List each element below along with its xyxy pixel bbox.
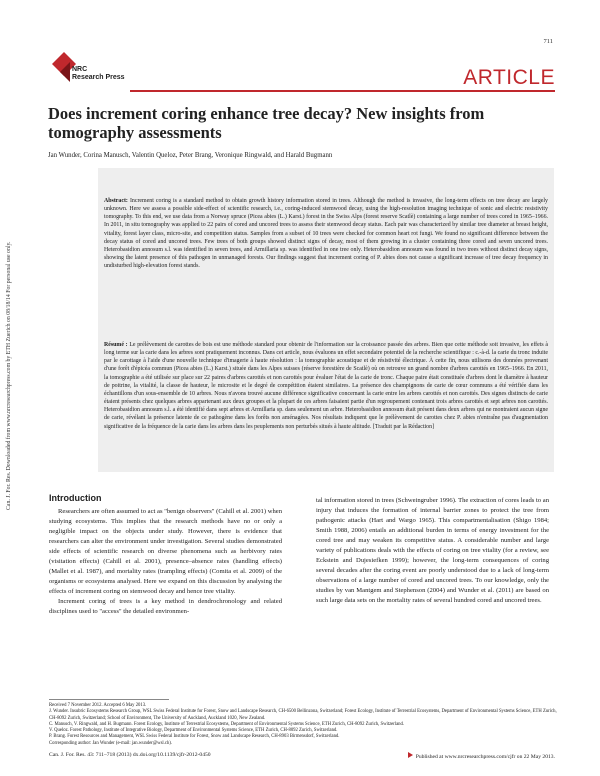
citation-text: Can. J. For. Res. 43: 711–718 (2013) dx.doi.org/10.1139/cjfr-2012-0450 (49, 752, 211, 758)
article-type-label: ARTICLE (463, 66, 555, 89)
footnotes (49, 703, 559, 747)
download-sidebar (6, 180, 28, 510)
body-paragraph: Researchers are often assumed to act as "benign observers" (Cahill et al. 2001) when studying ecosystems. This implies that the research methods have no or only a negligible impact on the objects under study. However, there is evidence that researchers can alter the environment under investigation. Several studies demonstrated side effects of scientific research on diverse phenomena such as herbivory rates (visitation effects) (Cahill et al. 2001), presence–absence rates (handling effects) (Mallet et al. 1987), and mortality rates (trampling effects) (Comita et al. 2009) of the organisms or ecosystems analysed. Here we expand on this discussion by analysing the effects of increment coring on stemwood decay and hence tree vitality. (49, 508, 282, 595)
logo-line-2: Research Press (72, 73, 125, 81)
affiliation-note: V. Queloz. Forest Pathology, Institute of Integrative Biology, Department of Environmental Systems Science, ETH Zurich, CH-8092 Zurich, Switzerland. (49, 728, 338, 734)
section-heading-introduction: Introduction (49, 493, 102, 503)
abstract-label: Abstract: (104, 198, 128, 204)
logo-line-1: NRC (72, 66, 88, 73)
abstract-text: Increment coring is a standard method to obtain growth history information stored in trees. Although the method is invasive, the long-term effects on tree decay are largely unknown. Here we assess a possible side-effect of scientific research, i.e., coring-induced stemwood decay, using the high-resolution imaging technique of sonic and electric resistivity tomography. To this end, we use data from a Norway spruce (Picea abies (L.) Karst.) forest in the Swiss Alps (forest reserve Scatlè) containing a large number of trees cored in 1965–1966. In 2011, in situ tomography was applied to 22 pairs of cored and uncored trees to assess their stemwood decay status. Each pair was characterized by similar tree diameter at breast height, vitality, forest layer class, micro-site, and competition status. Samples from a subset of 10 trees were checked for common heart rot fungi. We found no significant difference between the decay status of cored and uncored trees. Few trees of both groups showed distinct signs of decay, most of them growing in a cluster containing three cored and seven uncored trees. Heterobasidion annosum s.l. was identified in seven trees, and Armillaria sp. was identified in one tree only. Heterobasidion annosum was found in two trees without distinct decay signs, showing the latent presence of this pathogen in unmanaged forests. Our findings suggest that increment coring of P. abies does not cause a significant increase of tree decay frequency in undisturbed high-elevation forest stands. (104, 198, 548, 270)
resume (104, 341, 548, 431)
journal-citation (49, 752, 211, 758)
corresponding-author: Corresponding author: Jan Wunder (e-mail: jan.wunder@wsl.ch). (49, 740, 173, 746)
abstract-box (98, 168, 554, 472)
abstract (104, 197, 548, 270)
affiliation-note: C. Manusch, V. Ringwald, and H. Bugmann. Forest Ecology, Institute of Terrestrial Ecosystems, Department of Environmental Systems Science, ETH Zurich, CH-8092 Zurich, Switzerland. (49, 721, 405, 727)
arrow-right-icon (408, 752, 413, 758)
page-number: 711 (543, 38, 553, 45)
paper-title: Does increment coring enhance tree decay? New insights from tomography assessments (48, 104, 485, 142)
affiliation-note: P. Brang. Forest Resources and Management, WSL Swiss Federal Institute for Forest, Snow and Landscape Research, CH-8903 Birmensdorf, Switzerland. (49, 734, 340, 740)
resume-label: Résumé : (104, 342, 128, 348)
published-text: Published at www.nrcresearchpress.com/cjfr on 22 May 2013. (415, 754, 555, 760)
published-note (408, 752, 555, 760)
download-note: Can. J. For. Res. Downloaded from www.nrcresearchpress.com by ETH Zuerich on 08/18/14 For personal use only. (6, 241, 12, 510)
affiliation-note: J. Wunder. Insubric Ecosystems Research Group, WSL Swiss Federal Institute for Forest, Snow and Landscape Research, CH-6500 Bellinzona, Switzerland; Forest Ecology, Institute of Terrestrial Ecosystems, Department of Environmental Systems Science, ETH Zurich, CH-8092 Zurich, Switzerland; School of Environment, The University of Auckland, Auckland 1020, New Zealand. (49, 709, 557, 721)
author-list: Jan Wunder, Corina Manusch, Valentin Queloz, Peter Brang, Veronique Ringwald, and Harald Bugmann (48, 152, 333, 159)
footnote-rule (49, 699, 169, 700)
body-column-right (316, 496, 549, 605)
received-dates: Received 7 November 2012. Accepted 6 May 2013. (49, 703, 147, 708)
header-rule (130, 90, 555, 92)
body-column-left (49, 507, 282, 616)
publisher-logo-text (72, 66, 125, 81)
resume-text: Le prélèvement de carottes de bois est une méthode standard pour obtenir de l'information sur la croissance passée des arbres. Bien que cette méthode soit invasive, les effets à long terme sur la carie dans les arbres sont pratiquement inconnus. Dans cet article, nous évaluons un effet secondaire potentiel de la recherche scientifique : c.-à-d. la carie du tronc induite par le carottage à l'aide d'une nouvelle technique d'imagerie à haute résolution : la tomographie acoustique et de résistivité électrique. À cette fin, nous utilisons des données provenant d'une forêt d'épicéa commun (Picea abies (L.) Karst.) située dans les Alpes suisses (réserve forestière de Scatlè) où on retrouve un grand nombre d'arbres carottés en 1965–1966. En 2011, la tomographie a été utilisée sur place sur 22 paires d'arbres carottés et non carottés pour évaluer l'état de la carie de tronc. Chaque paire était constituée d'arbres dont le diamètre à hauteur de poitrine, la vitalité, la classe de hauteur, le microsite et le degré de compétition étaient similaires. La présence des champignons de carie de cœur communs a été vérifiée dans les échantillons d'un sous-ensemble de 10 arbres. Nous n'avons trouvé aucune différence significative concernant la carie entre les arbres carottés et non carottés. Des signes distincts de carie étaient présents chez quelques arbres appartenant aux deux groupes et la plupart de ces arbres faisaient partie d'un regroupement contenant trois arbres carottés et sept arbres non carottés. Heterobasidion annosum s.l. a été identifié dans sept arbres et Armillaria sp. dans seulement un arbre. Heterobasidion annosum était présent dans deux arbres qui ne montraient aucun signe de carie, révélant la présence latente de ce pathogène dans les forêts non aménagées. Nos résultats indiquent que le prélèvement de carottes chez P. abies n'entraîne pas d'augmentation significative de la fréquence de la carie dans les arbres dans les peuplements non perturbés situés à haute altitude. [Traduit par la Rédaction] (104, 342, 548, 430)
body-paragraph: tal information stored in trees (Schweingruber 1996). The extraction of cores leads to an injury that induces the formation of internal barrier zones to protect the tree from pathogenic attacks (Hart and Wargo 1965). This compartmentalisation (Shigo 1984; Smith 1988, 2006) entails an additional burden in terms of energy investment for the cored tree and may weaken its competitive status. A considerable number and large variety of publications deals with the effects of coring on tree vitality (for a review, see Eckstein and Dujesiefken 1999); however, the long-term consequences of coring several decades after the coring event are poorly understood due to a lack of long-term observations of a large number of cored and uncored trees. To our knowledge, only the studies by van Mantgem and Stephenson (2004) and Wunder et al. (2011) are based on such large data sets on the mortality rates of several hundred cored and uncored trees. (316, 497, 549, 604)
body-paragraph: Increment coring of trees is a key method in dendrochronology and related disciplines used to "access" the detailed environmen- (49, 597, 282, 615)
